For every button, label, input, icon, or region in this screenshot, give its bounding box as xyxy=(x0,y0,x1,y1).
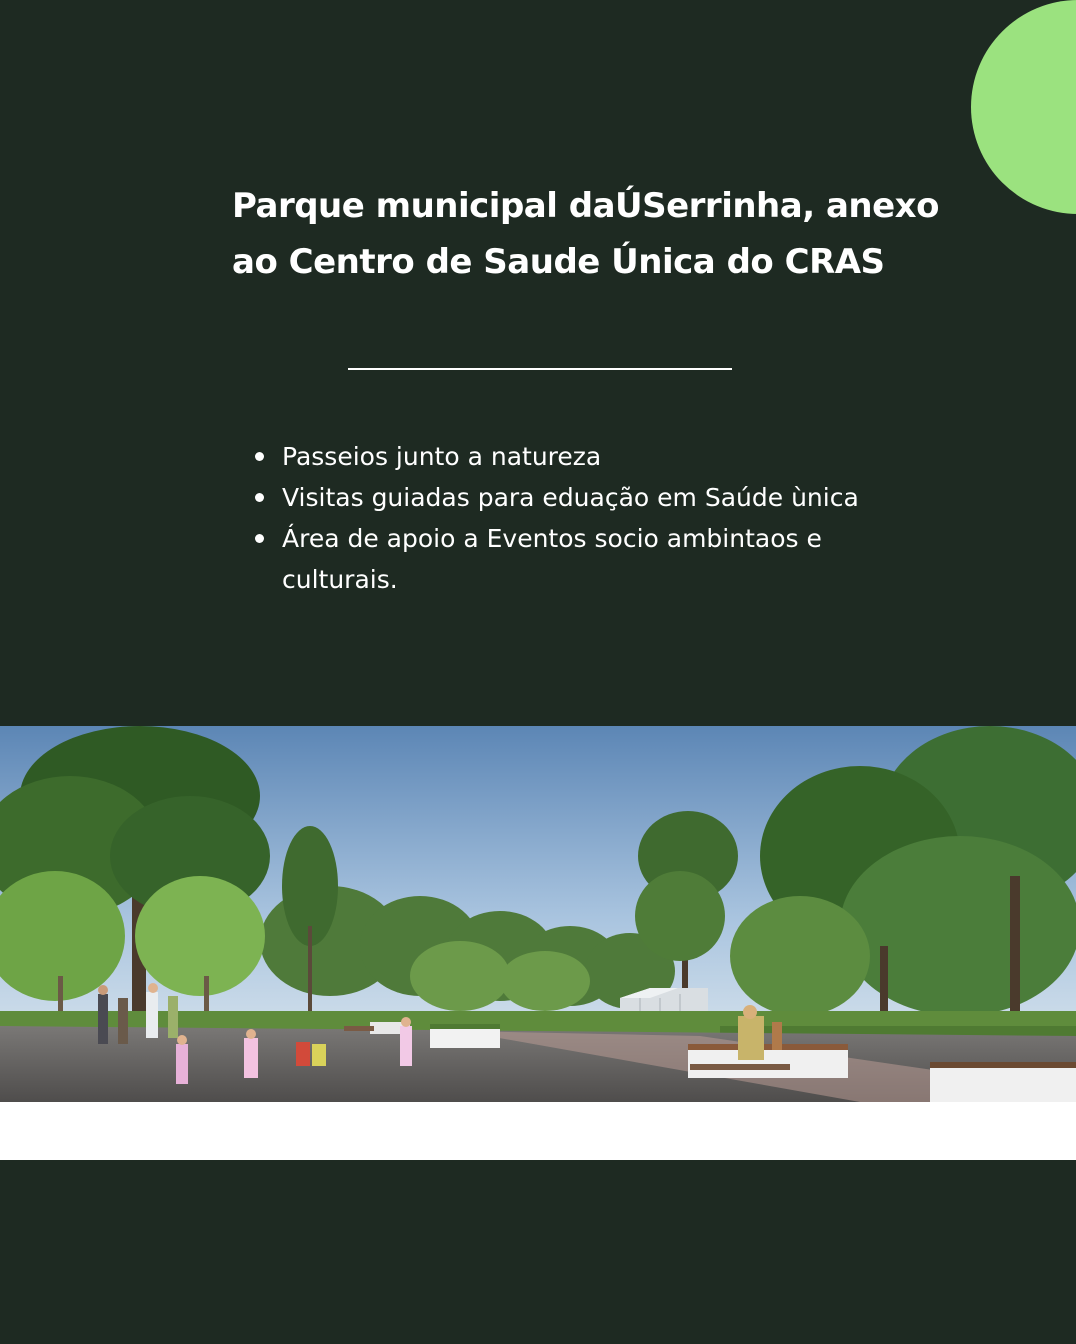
title-divider xyxy=(348,368,732,370)
feature-list xyxy=(254,436,894,600)
list-item-text: Passeios junto a natureza xyxy=(282,442,602,471)
title-line-1: Parque municipal daÚSerrinha, anexo xyxy=(232,186,939,226)
list-item xyxy=(254,518,894,600)
bullet-dot-icon xyxy=(255,534,264,543)
white-band xyxy=(0,1102,1076,1160)
accent-circle xyxy=(971,0,1076,214)
bullet-dot-icon xyxy=(255,493,264,502)
list-item xyxy=(254,477,894,518)
list-item xyxy=(254,436,894,477)
park-rendering-image xyxy=(0,726,1076,1102)
list-item-text: Visitas guiadas para eduação em Saúde ùnica xyxy=(282,483,859,512)
bullet-dot-icon xyxy=(255,452,264,461)
list-item-text: Área de apoio a Eventos socio ambintaos e culturais. xyxy=(282,524,822,594)
title-line-2: ao Centro de Saude Única do CRAS xyxy=(232,242,885,282)
slide-title xyxy=(232,178,952,290)
